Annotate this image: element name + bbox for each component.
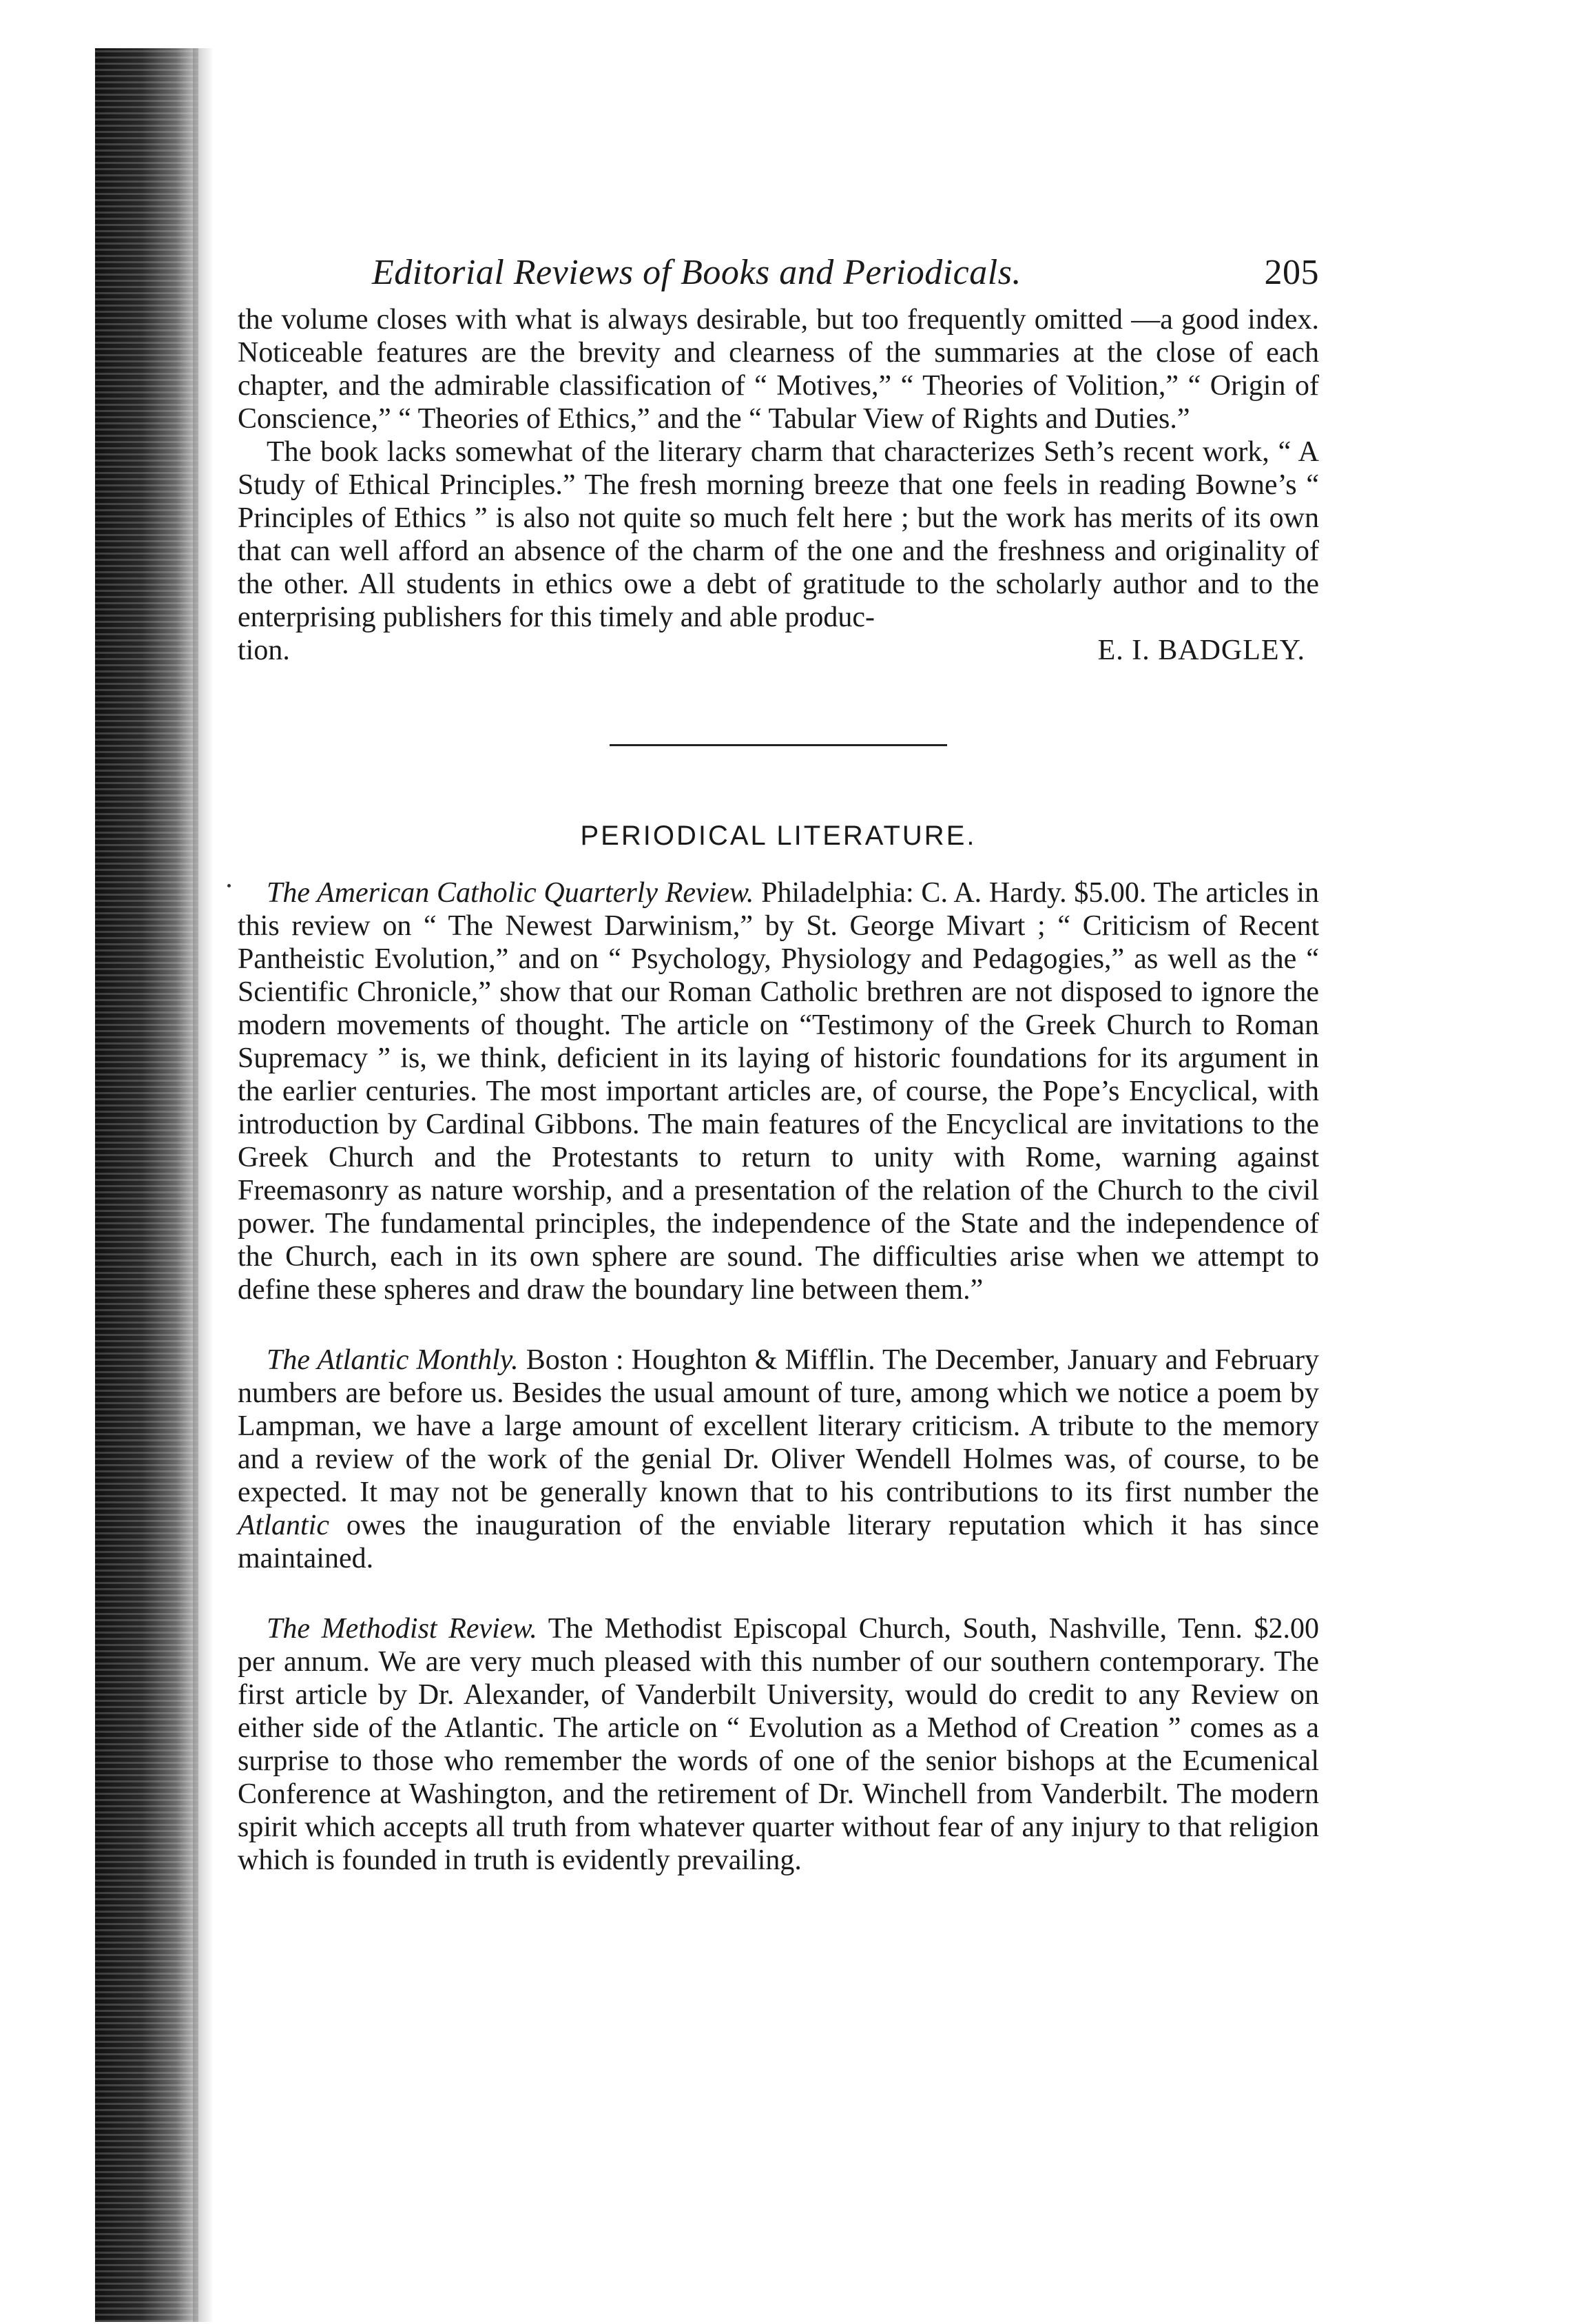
periodical-text: Philadelphia: C. A. Hardy. $5.00. The articles in this review on “ The Newest Darwinism,” by St. George Mivart ; “ Criticism of Recent Pantheistic Evolution,” and on “ Psychology, Physiology and Pedagogies,” as well as the “ Scientific Chronicle,” show that our Roman Catholic brethren are not disposed to ignore the modern movements of thought. The article on “Testimony of the Greek Church to Roman Supremacy ” is, we think, deficient in its laying of historic foundations for its argument in the earlier centuries. The most important articles are, of course, the Pope’s Encyclical, with introduction by Cardinal Gibbons. The main features of the Encyclical are invitations to the Greek Church and the Protestants to return to unity with Rome, warning against Freemasonry as nature worship, and a presentation of the relation of the Church to the civil power. The fundamental principles, the independence of the State and the independence of the Church, each in its own sphere are sound. The difficulties arise when we attempt to define these spheres and draw the boundary line between them.” <box>238 877 1319 1306</box>
reviewer-signature: E. I. BADGLEY. <box>1097 635 1305 666</box>
page-number: 205 <box>1264 253 1319 292</box>
review-paragraph: the volume closes with what is always desirable, but too frequently omitted —a good index. Noticeable features are the brevity and clearness of the summaries at the close of each chapter, and the admirable classification of “ Motives,” “ Theories of Volition,” “ Origin of Conscience,” “ Theories of Ethics,” and the “ Tabular View of Rights and Duties.” <box>238 304 1319 435</box>
periodical-text: Boston : Houghton & Mifflin. The December, January and February numbers are before us. Besides the usual amount of ture, among which we notice a poem by Lampman, we have a large amount of excellent literary criticism. A tribute to the memory and a review of the work of the genial Dr. Oliver Wendell Holmes was, of course, to be expected. It may not be generally known that to his contributions to its first number the <box>238 1344 1319 1508</box>
periodical-paragraph <box>238 876 1319 1306</box>
periodical-entry <box>238 876 1319 1306</box>
section-divider <box>610 744 947 746</box>
scanned-binding-edge <box>95 48 198 2322</box>
periodical-entry <box>238 1612 1319 1877</box>
review-last-word: tion. <box>238 635 290 666</box>
periodical-paragraph <box>238 1344 1319 1575</box>
margin-mark <box>227 884 231 887</box>
review-closing-line <box>238 634 1319 667</box>
running-head-title: Editorial Reviews of Books and Periodicals. <box>372 253 1021 292</box>
review-paragraph: The book lacks somewhat of the literary charm that characterizes Seth’s recent work, “ A Study of Ethical Principles.” The fresh morning breeze that one feels in reading Bowne’s “ Principles of Ethics ” is also not quite so much felt here ; but the work has merits of its own that can well afford an absence of the charm of the one and the freshness and originality of the other. All students in ethics owe a debt of gratitude to the scholarly author and to the enterprising publishers for this timely and able produc- <box>238 436 1319 633</box>
running-head <box>238 248 1319 303</box>
publication-title: The Methodist Review. <box>267 1613 537 1645</box>
binding-shadow <box>193 48 214 2322</box>
periodical-paragraph <box>238 1612 1319 1877</box>
periodical-entry <box>238 1344 1319 1575</box>
publication-title: The American Catholic Quarterly Review. <box>267 877 754 909</box>
book-page <box>238 248 1319 1914</box>
italic-publication-name: Atlantic <box>238 1510 329 1541</box>
periodical-text: owes the inauguration of the enviable literary reputation which it has since maintained. <box>238 1510 1319 1574</box>
publication-title: The Atlantic Monthly. <box>267 1344 519 1376</box>
periodical-text: The Methodist Episcopal Church, South, Nashville, Tenn. $2.00 per annum. We are very much pleased with this number of our southern contemporary. The first article by Dr. Alexander, of Vanderbilt University, would do credit to any Review on either side of the Atlantic. The article on “ Evolution as a Method of Creation ” comes as a surprise to those who remember the words of one of the senior bishops at the Ecumenical Conference at Washington, and the retirement of Dr. Winchell from Vanderbilt. The modern spirit which accepts all truth from whatever quarter without fear of any injury to that religion which is founded in truth is evidently prevailing. <box>238 1613 1319 1876</box>
section-heading: PERIODICAL LITERATURE. <box>580 821 977 851</box>
